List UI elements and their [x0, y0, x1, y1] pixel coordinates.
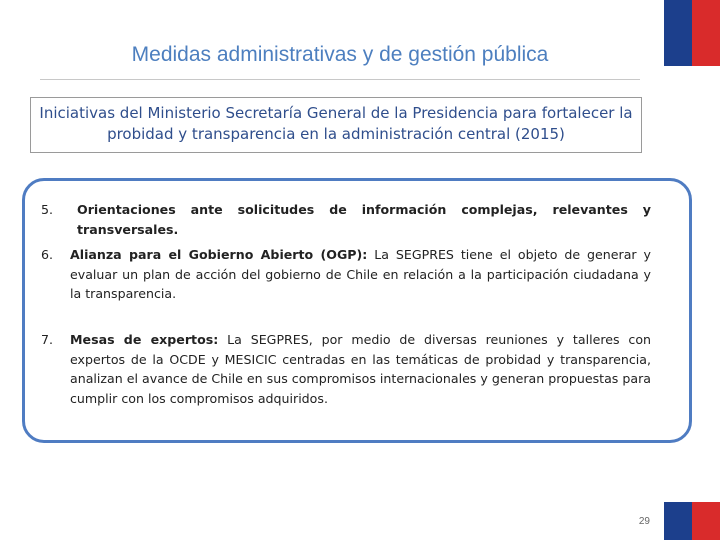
item-body [77, 200, 651, 239]
flag-red-stripe [692, 0, 720, 66]
subtitle-line-2: probidad y transparencia en la administración central (2015) [107, 125, 565, 143]
item-number: 6. [41, 247, 54, 262]
list-item-5 [41, 200, 651, 239]
item-lead: Orientaciones ante solicitudes de información complejas, relevantes y transversales. [77, 202, 651, 237]
subtitle-box [30, 97, 642, 153]
item-text: La SEGPRES, por medio de diversas reuniones y talleres con expertos de la OCDE y MESICIC centradas en las temáticas de probidad y transparencia, analizan el avance de Chile en sus compromisos internacionales y generan propuestas para cumplir con los compromisos adquiridos. [70, 332, 652, 406]
item-number: 5. [41, 202, 54, 217]
flag-blue-stripe [664, 0, 692, 66]
item-body [70, 245, 651, 304]
subtitle-line-1: Iniciativas del Ministerio Secretaría General de la Presidencia para fortalecer la [39, 104, 633, 122]
item-text: La SEGPRES tiene el objeto de generar y evaluar un plan de acción del gobierno de Chile en relación a la participación ciudadana y la transparencia. [70, 247, 651, 301]
list-item-6 [41, 245, 651, 304]
flag-decoration-bottom [664, 502, 720, 540]
item-lead: Alianza para el Gobierno Abierto (OGP): [70, 247, 368, 262]
title-divider [40, 79, 640, 80]
item-body [70, 330, 651, 408]
list-item-7 [41, 330, 651, 408]
item-number: 7. [41, 332, 54, 347]
page-number: 29 [638, 516, 650, 527]
flag-decoration-top [664, 0, 720, 66]
page-title: Medidas administrativas y de gestión pública [131, 43, 549, 66]
item-lead: Mesas de expertos: [70, 332, 219, 347]
flag-red-stripe [692, 502, 720, 540]
flag-blue-stripe [664, 502, 692, 540]
